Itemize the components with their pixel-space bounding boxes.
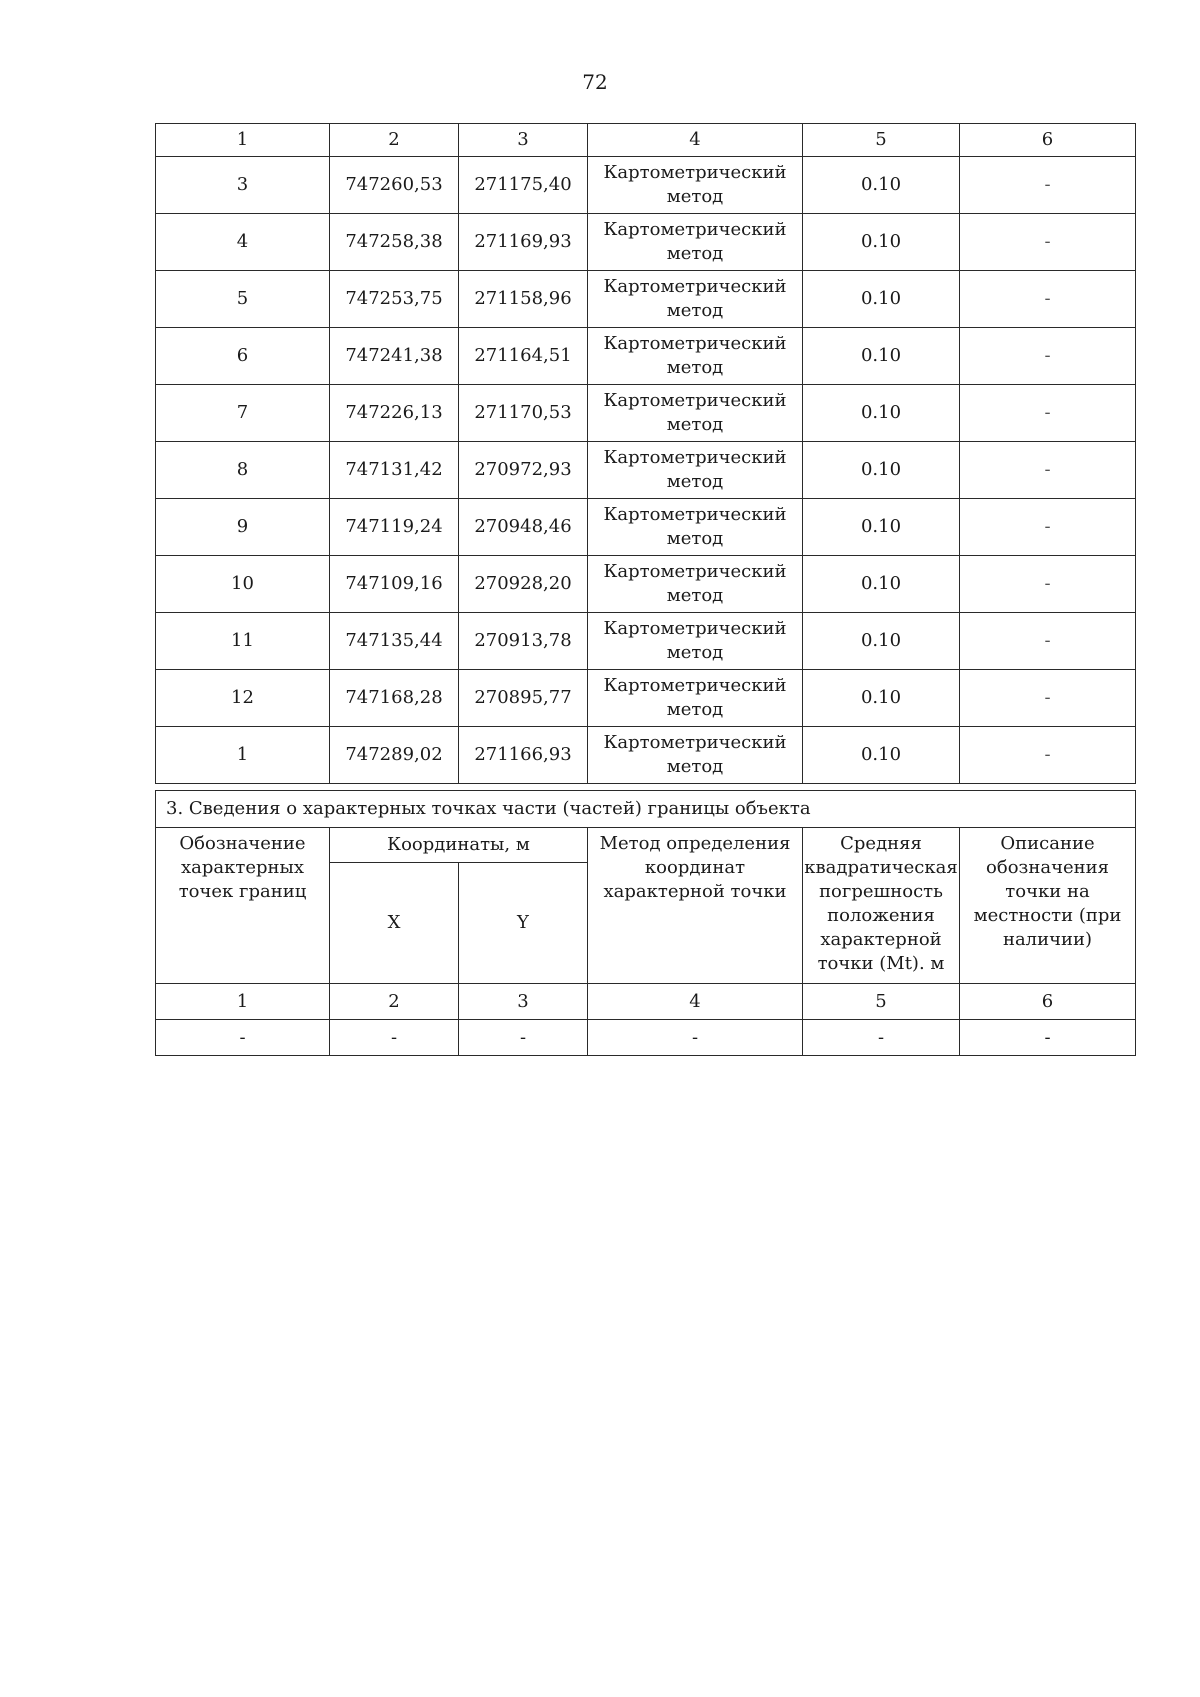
method-cell: Картометрический метод <box>588 271 803 328</box>
coordinate-x-cell: 747109,16 <box>330 556 459 613</box>
column-numbers-row <box>156 124 1136 157</box>
column-number: 3 <box>459 124 588 157</box>
column-number: 1 <box>156 124 330 157</box>
point-number-cell: 6 <box>156 328 330 385</box>
error-mt-cell: 0.10 <box>803 271 960 328</box>
table-row <box>156 442 1136 499</box>
method-cell: Картометрический метод <box>588 499 803 556</box>
description-cell: - <box>960 613 1136 670</box>
error-mt-cell: 0.10 <box>803 670 960 727</box>
coordinate-y-cell: 270948,46 <box>459 499 588 556</box>
error-mt-cell: 0.10 <box>803 727 960 784</box>
empty-cell: - <box>156 1020 330 1056</box>
error-mt-cell: 0.10 <box>803 613 960 670</box>
coordinate-x-cell: 747258,38 <box>330 214 459 271</box>
header-coordinates: Координаты, м <box>330 828 588 863</box>
boundary-points-table <box>155 123 1136 784</box>
method-cell: Картометрический метод <box>588 727 803 784</box>
coordinate-x-cell: 747241,38 <box>330 328 459 385</box>
empty-cell: - <box>588 1020 803 1056</box>
coordinate-x-cell: 747119,24 <box>330 499 459 556</box>
coordinate-y-cell: 270895,77 <box>459 670 588 727</box>
point-number-cell: 5 <box>156 271 330 328</box>
point-number-cell: 8 <box>156 442 330 499</box>
point-number-cell: 7 <box>156 385 330 442</box>
description-cell: - <box>960 499 1136 556</box>
method-cell: Картометрический метод <box>588 385 803 442</box>
coordinate-y-cell: 271164,51 <box>459 328 588 385</box>
coordinate-x-cell: 747168,28 <box>330 670 459 727</box>
header-y: Y <box>459 863 588 984</box>
empty-cell: - <box>459 1020 588 1056</box>
column-number: 2 <box>330 124 459 157</box>
coordinate-y-cell: 270972,93 <box>459 442 588 499</box>
table-row <box>156 556 1136 613</box>
point-number-cell: 11 <box>156 613 330 670</box>
method-cell: Картометрический метод <box>588 613 803 670</box>
column-number: 4 <box>588 984 803 1020</box>
description-cell: - <box>960 670 1136 727</box>
method-cell: Картометрический метод <box>588 442 803 499</box>
error-mt-cell: 0.10 <box>803 157 960 214</box>
coordinate-y-cell: 271158,96 <box>459 271 588 328</box>
column-number: 4 <box>588 124 803 157</box>
description-cell: - <box>960 442 1136 499</box>
table-row <box>156 613 1136 670</box>
header-designation: Обозначение характерных точек границ <box>156 828 330 984</box>
column-number: 5 <box>803 984 960 1020</box>
method-cell: Картометрический метод <box>588 670 803 727</box>
description-cell: - <box>960 157 1136 214</box>
column-number: 5 <box>803 124 960 157</box>
page-number: 72 <box>582 70 608 94</box>
error-mt-cell: 0.10 <box>803 556 960 613</box>
table-row <box>156 670 1136 727</box>
point-number-cell: 10 <box>156 556 330 613</box>
error-mt-cell: 0.10 <box>803 442 960 499</box>
error-mt-cell: 0.10 <box>803 214 960 271</box>
description-cell: - <box>960 385 1136 442</box>
coordinate-y-cell: 271166,93 <box>459 727 588 784</box>
table-row <box>156 499 1136 556</box>
empty-cell: - <box>960 1020 1136 1056</box>
header-method: Метод определения координат характерной точки <box>588 828 803 984</box>
coordinate-y-cell: 270913,78 <box>459 613 588 670</box>
description-cell: - <box>960 271 1136 328</box>
coordinate-y-cell: 271169,93 <box>459 214 588 271</box>
column-number: 2 <box>330 984 459 1020</box>
table-row <box>156 157 1136 214</box>
point-number-cell: 9 <box>156 499 330 556</box>
description-cell: - <box>960 328 1136 385</box>
description-cell: - <box>960 214 1136 271</box>
column-number: 6 <box>960 984 1136 1020</box>
description-cell: - <box>960 556 1136 613</box>
column-number: 1 <box>156 984 330 1020</box>
method-cell: Картометрический метод <box>588 556 803 613</box>
method-cell: Картометрический метод <box>588 157 803 214</box>
method-cell: Картометрический метод <box>588 328 803 385</box>
header-mt: Средняя квадратическая погрешность положения характерной точки (Mt). м <box>803 828 960 984</box>
error-mt-cell: 0.10 <box>803 499 960 556</box>
section-3-title: 3. Сведения о характерных точках части (частей) границы объекта <box>156 791 1136 828</box>
table-row <box>156 214 1136 271</box>
empty-cell: - <box>803 1020 960 1056</box>
coordinate-y-cell: 271170,53 <box>459 385 588 442</box>
table-row <box>156 328 1136 385</box>
error-mt-cell: 0.10 <box>803 328 960 385</box>
table-row <box>156 271 1136 328</box>
error-mt-cell: 0.10 <box>803 385 960 442</box>
section-3-table <box>155 790 1136 1056</box>
coordinate-x-cell: 747260,53 <box>330 157 459 214</box>
coordinate-x-cell: 747253,75 <box>330 271 459 328</box>
coordinate-y-cell: 270928,20 <box>459 556 588 613</box>
column-number: 6 <box>960 124 1136 157</box>
table-row <box>156 385 1136 442</box>
coordinate-x-cell: 747289,02 <box>330 727 459 784</box>
coordinate-x-cell: 747131,42 <box>330 442 459 499</box>
point-number-cell: 3 <box>156 157 330 214</box>
column-number: 3 <box>459 984 588 1020</box>
point-number-cell: 4 <box>156 214 330 271</box>
table-row <box>156 727 1136 784</box>
point-number-cell: 1 <box>156 727 330 784</box>
method-cell: Картометрический метод <box>588 214 803 271</box>
coordinate-y-cell: 271175,40 <box>459 157 588 214</box>
coordinate-x-cell: 747226,13 <box>330 385 459 442</box>
coordinate-x-cell: 747135,44 <box>330 613 459 670</box>
description-cell: - <box>960 727 1136 784</box>
header-x: X <box>330 863 459 984</box>
point-number-cell: 12 <box>156 670 330 727</box>
empty-cell: - <box>330 1020 459 1056</box>
header-description: Описание обозначения точки на местности (при наличии) <box>960 828 1136 984</box>
